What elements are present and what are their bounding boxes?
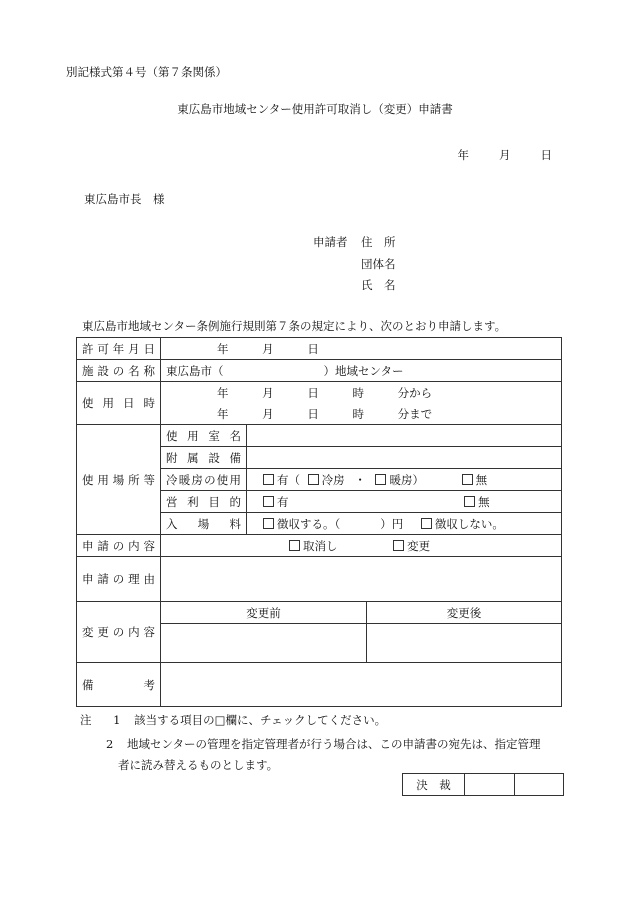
applicant-name-label: 氏 名 <box>361 278 396 292</box>
room-label: 使用室名 <box>161 425 247 447</box>
note-2: 2 地域センターの管理を指定管理者が行う場合は、この申請書の宛先は、指定管理 <box>106 737 541 751</box>
remarks-field[interactable] <box>161 663 562 707</box>
row-change-header <box>77 602 562 624</box>
applicant-label: 申請者 <box>313 235 348 249</box>
usage-end-field[interactable]: 年 月 日 時 分まで <box>161 403 562 425</box>
permit-date-field[interactable]: 年 月 日 <box>161 338 562 360</box>
request-content-label: 申請の内容 <box>77 535 161 557</box>
form-number: 別記様式第４号（第７条関係） <box>66 65 227 79</box>
document-title: 東広島市地域センター使用許可取消し（変更）申請書 <box>177 102 453 116</box>
aircon-no-checkbox[interactable] <box>462 474 473 485</box>
fee-field: 徴収する。（ ）円 徴収しない。 <box>247 513 562 535</box>
aircon-label: 冷暖房の使用 <box>161 469 247 491</box>
usage-place-label: 使用場所等 <box>77 425 161 535</box>
date-month: 月 <box>499 148 511 162</box>
change-after-header: 変更後 <box>367 602 562 624</box>
equipment-field[interactable] <box>247 447 562 469</box>
row-usage-datetime-start <box>77 382 562 404</box>
note-2-continuation: 者に読み替えるものとします。 <box>118 758 279 772</box>
aircon-field: 有（ 冷房 ・ 暖房） 無 <box>247 469 562 491</box>
row-room <box>77 425 562 447</box>
date-year: 年 <box>457 148 469 162</box>
equipment-label: 附属設備 <box>161 447 247 469</box>
change-after-field[interactable] <box>367 624 562 663</box>
request-content-field: 取消し 変更 <box>161 535 562 557</box>
aircon-cool-checkbox[interactable] <box>308 474 319 485</box>
profit-yes-checkbox[interactable] <box>263 496 274 507</box>
permit-date-label: 許可年月日 <box>77 338 161 360</box>
row-facility <box>77 360 562 382</box>
request-reason-label: 申請の理由 <box>77 557 161 602</box>
row-remarks <box>77 663 562 707</box>
applicant-group-label: 団体名 <box>361 257 396 271</box>
facility-field[interactable]: 東広島市（ ）地域センター <box>161 360 562 382</box>
change-before-header: 変更前 <box>161 602 367 624</box>
row-request-content <box>77 535 562 557</box>
fee-label: 入場料 <box>161 513 247 535</box>
row-permit-date <box>77 338 562 360</box>
change-before-field[interactable] <box>161 624 367 663</box>
approval-label: 決 裁 <box>403 774 465 796</box>
request-cancel-checkbox[interactable] <box>289 540 300 551</box>
aircon-yes-checkbox[interactable] <box>263 474 274 485</box>
addressee: 東広島市長 様 <box>84 192 165 206</box>
profit-no-checkbox[interactable] <box>464 496 475 507</box>
usage-start-field[interactable]: 年 月 日 時 分から <box>161 382 562 404</box>
remarks-label: 備考 <box>77 663 161 707</box>
change-content-label: 変更の内容 <box>77 602 161 663</box>
note-1: 注 1 該当する項目の□欄に、チェックしてください。 <box>80 713 387 727</box>
usage-datetime-label: 使用日時 <box>77 382 161 425</box>
request-change-checkbox[interactable] <box>393 540 404 551</box>
application-table <box>76 337 562 707</box>
intro-text: 東広島市地域センター条例施行規則第７条の規定により、次のとおり申請します。 <box>82 319 507 333</box>
request-reason-field[interactable] <box>161 557 562 602</box>
approval-stamp-2[interactable] <box>515 774 564 796</box>
aircon-heat-checkbox[interactable] <box>375 474 386 485</box>
room-field[interactable] <box>247 425 562 447</box>
approval-stamp-1[interactable] <box>465 774 515 796</box>
profit-field: 有 無 <box>247 491 562 513</box>
fee-collect-checkbox[interactable] <box>263 518 274 529</box>
fee-no-collect-checkbox[interactable] <box>421 518 432 529</box>
row-request-reason <box>77 557 562 602</box>
facility-label: 施設の名称 <box>77 360 161 382</box>
profit-label: 営利目的 <box>161 491 247 513</box>
date-day: 日 <box>540 148 552 162</box>
approval-box <box>402 773 564 796</box>
date-line <box>436 147 553 163</box>
applicant-address-label: 住 所 <box>361 235 396 249</box>
